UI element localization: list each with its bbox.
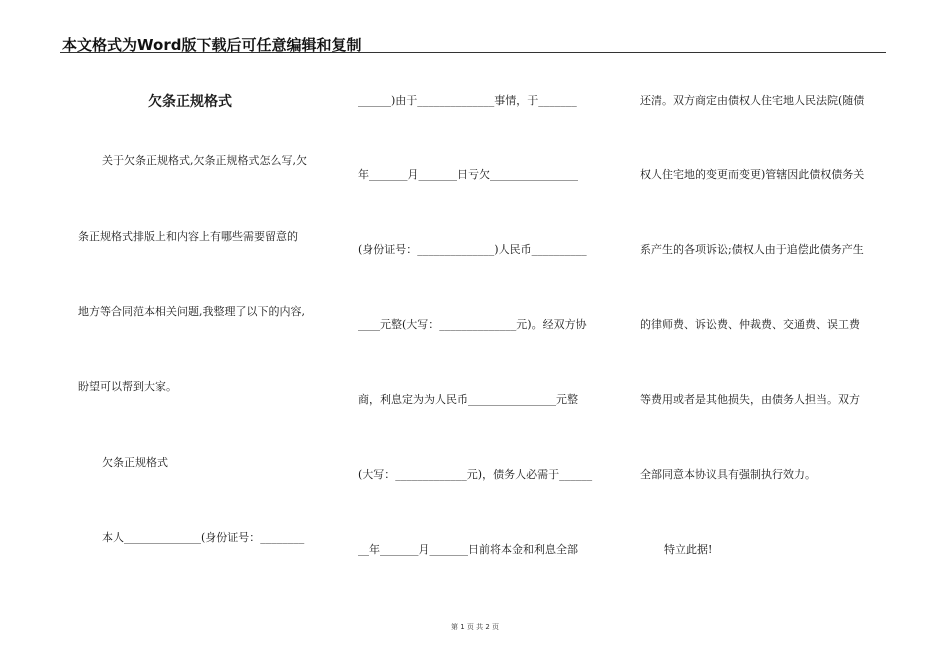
text-line: 年_______月_______日亏欠________________: [358, 168, 578, 181]
document-title: 欠条正规格式: [148, 94, 232, 110]
text-line: 等费用或者是其他损失，由债务人担当。双方: [640, 393, 860, 406]
text-line: 地方等合同范本相关问题,我整理了以下的内容,: [78, 305, 305, 318]
text-line: 的律师费、诉讼费、仲裁费、交通费、误工费: [640, 318, 860, 331]
text-line: ____元整(大写：______________元)。经双方协: [358, 318, 587, 331]
text-line: (大写：_____________元)，债务人必需于______: [358, 468, 593, 481]
text-line: 商，利息定为为人民币________________元整: [358, 393, 578, 406]
text-line: 条正规格式排版上和内容上有哪些需要留意的: [78, 230, 298, 243]
text-line: (身份证号：______________)人民币__________: [358, 243, 587, 256]
closing-line: 特立此据!: [664, 543, 713, 556]
text-line: ______)由于______________事情，于_______: [358, 94, 577, 107]
text-line: 全部同意本协议具有强制执行效力。: [640, 468, 816, 481]
text-line: 盼望可以帮到大家。: [78, 380, 177, 393]
header-divider: [60, 52, 886, 53]
text-line: 系产生的各项诉讼;债权人由于追偿此债务产生: [640, 243, 864, 256]
text-line: 还清。双方商定由债权人住宅地人民法院(随债: [640, 94, 865, 107]
text-line: __年_______月_______日前将本金和利息全部: [358, 543, 578, 556]
text-line: 关于欠条正规格式,欠条正规格式怎么写,欠: [102, 154, 307, 167]
page-number: 第 1 页 共 2 页: [450, 623, 500, 631]
text-line: 本人______________(身份证号：________: [102, 531, 305, 544]
page-header-title: 本文格式为Word版下载后可任意编辑和复制: [62, 36, 362, 54]
section-heading: 欠条正规格式: [102, 456, 168, 469]
text-line: 权人住宅地的变更而变更)管辖因此债权债务关: [640, 168, 865, 181]
